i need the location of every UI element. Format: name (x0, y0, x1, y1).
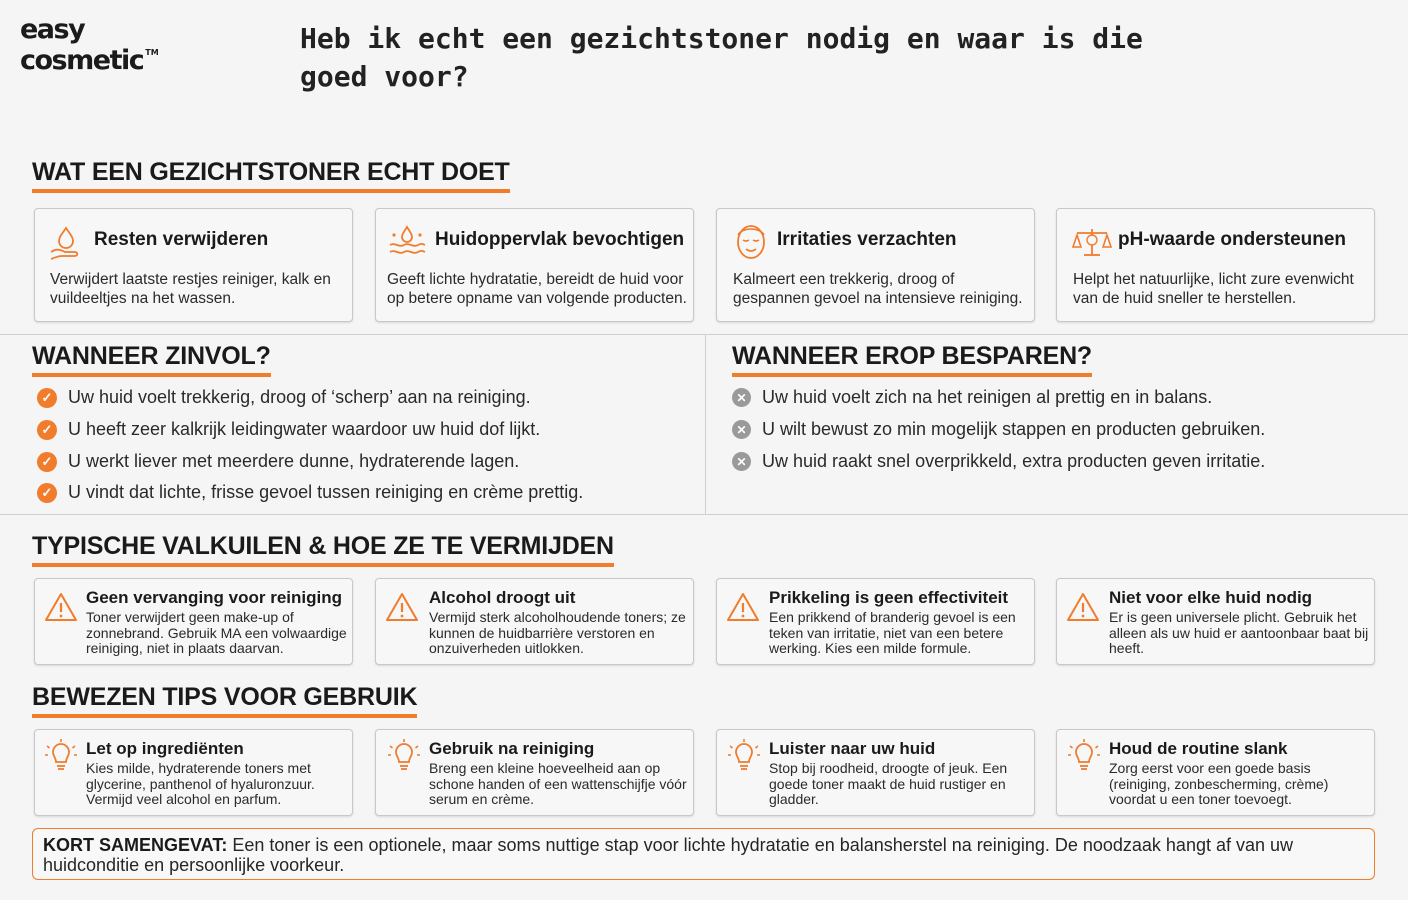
list-item-text: U werkt liever met meerdere dunne, hydraterende lagen. (68, 451, 520, 471)
feature-card (34, 208, 353, 322)
card-text: Een prikkend of branderig gevoel is een teken van irritatie, niet van een betere werking. Kies een milde formule. (769, 609, 1016, 656)
x-circle-icon: ✕ (732, 388, 751, 407)
face-calm-icon (732, 223, 770, 261)
card-title: Gebruik na reiniging (429, 739, 595, 758)
card-text: Geeft lichte hydratatie, bereidt de huid voor op betere opname van volgende producten. (387, 271, 687, 307)
lightbulb-icon (726, 738, 762, 774)
card-title: Alcohol droogt uit (429, 588, 576, 607)
list-item-text: U vindt dat lichte, frisse gevoel tussen reiniging en crème prettig. (68, 482, 584, 502)
card-title: Geen vervanging voor reiniging (86, 588, 342, 607)
section-heading-tips: BEWEZEN TIPS VOOR GEBRUIK (32, 683, 417, 718)
card-text: Er is geen universele plicht. Gebruik het alleen als uw huid er aantoonbaar baat bij heeft. (1109, 609, 1369, 656)
pitfall-card (716, 578, 1035, 665)
warning-icon (385, 592, 419, 622)
card-title: Resten verwijderen (94, 229, 269, 250)
feature-card (375, 208, 694, 322)
list-item-text: U wilt bewust zo min mogelijk stappen en producten gebruiken. (762, 419, 1266, 439)
check-icon: ✓ (37, 452, 57, 472)
card-text: Stop bij roodheid, droogte of jeuk. Een goede toner maakt de huid rustiger en gladder. (769, 760, 1008, 807)
check-icon: ✓ (37, 388, 57, 408)
list-item-text: U heeft zeer kalkrijk leidingwater waardoor uw huid dof lijkt. (68, 419, 541, 439)
card-text: Vermijd sterk alcoholhoudende toners; ze kunnen de huidbarrière verstoren en onzuiverheden uitlokken. (429, 609, 686, 656)
pitfall-card (1056, 578, 1375, 665)
logo-line1: easy (20, 14, 85, 45)
list-item (37, 387, 531, 408)
check-icon: ✓ (37, 420, 57, 440)
warning-icon (44, 592, 78, 622)
list-item (732, 451, 1265, 472)
section-heading-pitfalls: TYPISCHE VALKUILEN & HOE ZE TE VERMIJDEN (32, 532, 614, 567)
card-title: pH-waarde ondersteunen (1118, 229, 1347, 250)
logo-line2: cosmetic (20, 45, 144, 76)
card-title: Huidoppervlak bevochtigen (435, 229, 685, 250)
list-item-text: Uw huid raakt snel overprikkeld, extra producten geven irritatie. (762, 451, 1266, 471)
card-title: Let op ingrediënten (86, 739, 244, 758)
warning-icon (726, 592, 760, 622)
list-item (37, 482, 583, 503)
card-title: Irritaties verzachten (777, 229, 957, 250)
list-item (37, 451, 519, 472)
warning-icon (1066, 592, 1100, 622)
brand-logo (20, 14, 159, 76)
logo-trademark: TM (145, 48, 159, 57)
lightbulb-icon (386, 738, 422, 774)
pitfall-card (34, 578, 353, 665)
list-item (732, 387, 1212, 408)
hand-drop-icon (48, 225, 84, 261)
pitfall-card (375, 578, 694, 665)
lightbulb-icon (1066, 738, 1102, 774)
x-circle-icon: ✕ (732, 420, 751, 439)
card-text: Zorg eerst voor een goede basis (reiniging, zonbescherming, crème) voordat u een toner toevoegt. (1109, 760, 1329, 807)
divider (705, 334, 706, 514)
card-title: Niet voor elke huid nodig (1109, 588, 1313, 607)
section-heading-when-skip: WANNEER EROP BESPAREN? (732, 342, 1092, 377)
summary-box (32, 828, 1375, 880)
card-text: Breng een kleine hoeveelheid aan op schone handen of een wattenschijfje vóór serum en crème. (429, 760, 687, 807)
card-title: Luister naar uw huid (769, 739, 936, 758)
feature-card (716, 208, 1035, 322)
card-text: Kalmeert een trekkerig, droog of gespannen gevoel na intensieve reiniging. (733, 271, 1023, 307)
check-icon: ✓ (37, 483, 57, 503)
divider (0, 514, 1408, 515)
list-item-text: Uw huid voelt zich na het reinigen al prettig en in balans. (762, 387, 1213, 407)
tip-card (1056, 729, 1375, 816)
list-item-text: Uw huid voelt trekkerig, droog of ‘scherp’ aan na reiniging. (68, 387, 531, 407)
summary-text: Een toner is een optionele, maar soms nuttige stap voor lichte hydratatie en balansherstel na reiniging. De noodzaak hangt af van uw huidconditie en persoonlijke voorkeur. (43, 835, 1294, 875)
skin-moisture-icon (387, 225, 427, 259)
feature-card (1056, 208, 1375, 322)
page-title: Heb ik echt een gezichtstoner nodig en waar is die goed voor? (300, 22, 1143, 93)
x-circle-icon: ✕ (732, 452, 751, 471)
list-item (732, 419, 1265, 440)
summary-label: KORT SAMENGEVAT: (43, 835, 228, 855)
card-title: Prikkeling is geen effectiviteit (769, 588, 1009, 607)
ph-scale-icon (1071, 223, 1113, 259)
card-text: Helpt het natuurlijke, licht zure evenwicht van de huid sneller te herstellen. (1073, 271, 1354, 307)
section-heading-what: WAT EEN GEZICHTSTONER ECHT DOET (32, 158, 510, 193)
tip-card (716, 729, 1035, 816)
card-text: Kies milde, hydraterende toners met glycerine, panthenol of hyaluronzuur. Vermijd veel alcohol en parfum. (86, 760, 315, 807)
divider (0, 334, 1408, 335)
lightbulb-icon (43, 738, 79, 774)
section-heading-when-useful: WANNEER ZINVOL? (32, 342, 271, 377)
card-text: Verwijdert laatste restjes reiniger, kalk en vuildeeltjes na het wassen. (50, 271, 331, 307)
card-title: Houd de routine slank (1109, 739, 1288, 758)
card-text: Toner verwijdert geen make-up of zonnebrand. Gebruik MA een volwaardige reiniging, niet in plaats daarvan. (86, 609, 347, 656)
tip-card (375, 729, 694, 816)
list-item (37, 419, 540, 440)
tip-card (34, 729, 353, 816)
